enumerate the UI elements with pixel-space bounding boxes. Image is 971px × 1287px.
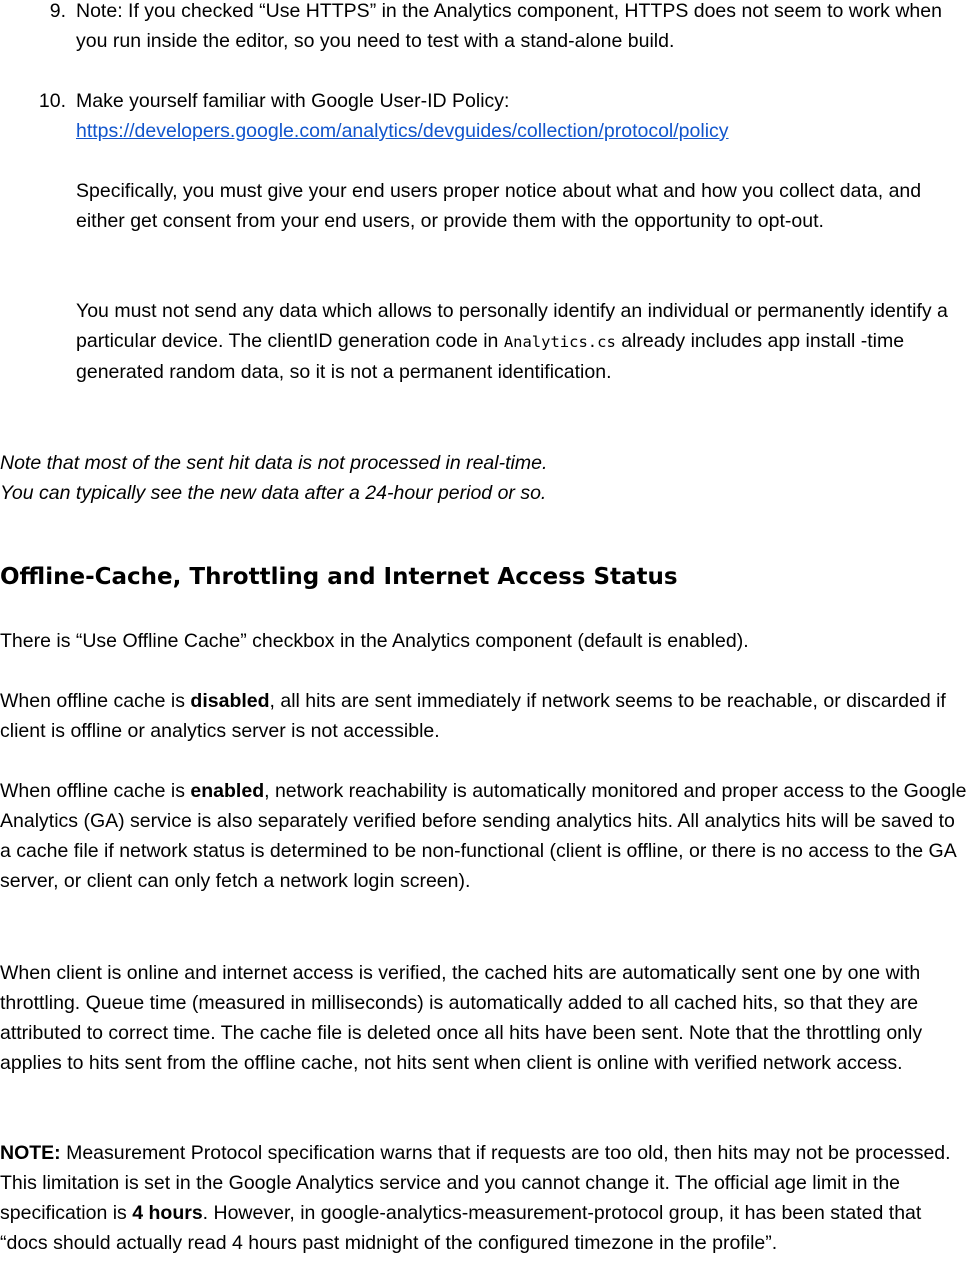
section-heading: Offline-Cache, Throttling and Internet Access Status <box>0 564 678 590</box>
cache-disabled-paragraph <box>0 686 971 746</box>
bold-term: disabled <box>190 690 270 712</box>
throttling-paragraph: When client is online and internet access is verified, the cached hits are automatically sent one by one with throttling. Queue time (measured in milliseconds) is automatically added to all cached hits, so that they are attributed to correct time. The cache file is deleted once all hits have been sent. Note that the throttling only applies to hits sent from the offline cache, not hits sent when client is online with verified network access. <box>0 962 923 1074</box>
paragraph-text: , network reachability is automatically monitored and proper access to the Google Analytics (GA) service is also separately verified before sending analytics hits. All analytics hits will be saved to a cache file if network status is determined to be non-functional (client is offline, or there is no access to the GA server, or client can only fetch a network login screen). <box>0 780 967 892</box>
list-number: 10. <box>38 90 66 112</box>
bold-term: 4 hours <box>132 1202 203 1224</box>
consent-paragraph: Specifically, you must give your end users proper notice about what and how you collect data, and either get consent from your end users, or provide them with the opportunity to opt-out. <box>76 180 922 232</box>
paragraph-text: , all hits are sent immediately if network seems to be reachable, or discarded if client is offline or analytics server is not accessible. <box>0 690 946 742</box>
paragraph-text: When offline cache is <box>0 690 191 712</box>
paragraph-text: Measurement Protocol specification warns that if requests are too old, then hits may not be processed. This limitation is set in the Google Analytics service and you cannot change it. The official age limit in the specification is <box>0 1142 951 1224</box>
policy-link-line <box>76 116 971 146</box>
paragraph-text: already includes app install -time generated random data, so it is not a permanent identification. <box>76 330 905 383</box>
paragraph-text: . However, in google-analytics-measurement-protocol group, it has been stated that “docs should actually read 4 hours past midnight of the configured timezone in the profile”. <box>0 1202 922 1254</box>
bold-term: enabled <box>190 780 265 802</box>
paragraph-text: You must not send any data which allows to personally identify an individual or permanently identify a particular device. The clientID generation code in <box>76 300 948 352</box>
list-item-text: Note: If you checked “Use HTTPS” in the Analytics component, HTTPS does not seem to work when you run inside the editor, so you need to test with a stand-alone build. <box>76 0 942 52</box>
list-number: 9. <box>49 0 66 22</box>
list-item-intro: Make yourself familiar with Google User-ID Policy: <box>76 90 510 112</box>
offline-cache-checkbox-paragraph: There is “Use Offline Cache” checkbox in the Analytics component (default is enabled). <box>0 630 749 652</box>
code-filename: Analytics.cs <box>503 333 616 351</box>
processing-note-line-2: You can typically see the new data after a 24-hour period or so. <box>0 482 547 504</box>
age-limit-note-paragraph <box>0 1138 971 1258</box>
cache-enabled-paragraph <box>0 776 971 896</box>
personal-data-paragraph <box>76 296 971 387</box>
processing-note-line-1: Note that most of the sent hit data is not processed in real-time. <box>0 452 548 474</box>
policy-link[interactable]: https://developers.google.com/analytics/devguides/collection/protocol/policy <box>76 120 729 142</box>
paragraph-text: When offline cache is <box>0 780 191 802</box>
note-label: NOTE: <box>0 1142 61 1164</box>
